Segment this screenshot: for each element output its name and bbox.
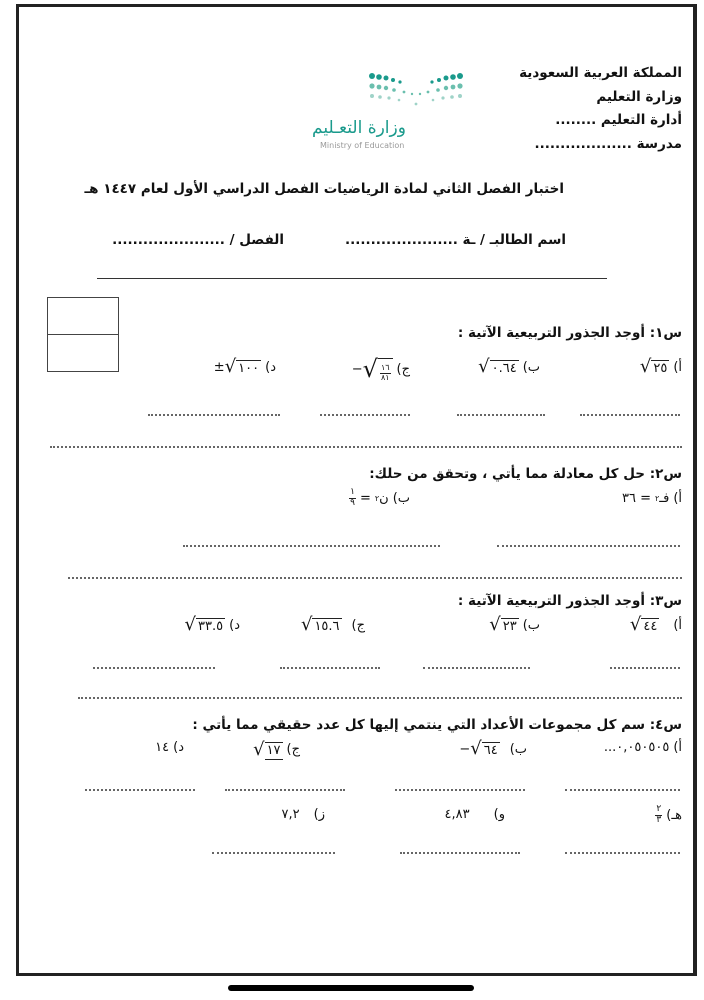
- number-value: ١٤: [155, 740, 170, 755]
- answer-line[interactable]: [457, 414, 545, 416]
- answer-line[interactable]: [580, 414, 680, 416]
- variable: فـ: [659, 491, 670, 506]
- radicand: ٤٤: [643, 619, 658, 634]
- exam-title: اختبار الفصل الثاني لمادة الرياضيات الفصل الدراسي الأول لعام ١٤٤٧ هـ: [84, 181, 564, 197]
- ministry-logo-icon: [366, 70, 466, 108]
- answer-line[interactable]: [50, 446, 682, 448]
- q4-item-b: [459, 740, 527, 759]
- q1-item-d: [214, 358, 276, 377]
- answer-line[interactable]: [280, 667, 380, 669]
- denominator: ٩: [350, 497, 355, 508]
- answer-line[interactable]: [395, 789, 525, 791]
- square-root: √ ٦٤: [470, 738, 498, 760]
- item-label: هـ): [666, 807, 682, 823]
- item-label: ب): [522, 359, 540, 375]
- q1-item-c: [352, 356, 410, 383]
- logo-arabic-text: وزارة التعـليم: [312, 118, 406, 138]
- q2-item-a: [622, 491, 682, 506]
- item-label: د): [173, 740, 184, 755]
- answer-line[interactable]: [320, 414, 410, 416]
- q4-item-a: [604, 740, 682, 755]
- variable: ن: [379, 490, 389, 506]
- item-label: ج): [351, 617, 365, 633]
- item-label: ز): [313, 807, 325, 822]
- radicand: ١٧: [266, 743, 281, 758]
- numerator: ٢: [656, 804, 662, 814]
- home-indicator[interactable]: [228, 985, 474, 991]
- answer-line[interactable]: [148, 414, 280, 416]
- header-line: مدرسة ...................: [534, 135, 682, 152]
- item-label: أ): [673, 359, 682, 375]
- radicand: ٢٥: [653, 361, 668, 376]
- answer-line[interactable]: [565, 789, 680, 791]
- item-label: ب): [522, 617, 540, 633]
- square-root: √ ٤٤: [629, 614, 658, 636]
- header-line: المملكة العربية السعودية: [519, 65, 682, 81]
- number-value: ٧,٢: [281, 807, 300, 822]
- answer-line[interactable]: [68, 577, 682, 579]
- equals: =: [359, 490, 371, 506]
- score-box: [47, 297, 119, 372]
- square-root: √ ١٧: [253, 738, 281, 760]
- q1-item-b: [478, 358, 540, 377]
- q4-item-d: [155, 740, 184, 755]
- radicand: ٢٣: [502, 619, 517, 634]
- class-field[interactable]: الفصل / ......................: [112, 232, 284, 248]
- item-label: أ): [673, 617, 682, 633]
- answer-line[interactable]: [212, 852, 335, 854]
- fraction: [380, 364, 391, 383]
- q2-item-b: [349, 488, 410, 509]
- exponent: ٢: [654, 494, 660, 503]
- answer-line[interactable]: [565, 852, 680, 854]
- logo-english-text: Ministry of Education: [320, 141, 405, 150]
- radicand: ٦٤: [483, 743, 498, 758]
- item-label: د): [265, 359, 276, 375]
- square-root: √ ٢٥: [639, 356, 668, 378]
- question-1-heading: س١: أوجد الجذور التربيعية الآتية :: [457, 325, 682, 341]
- q3-item-c: [301, 616, 365, 635]
- sign: ±: [213, 359, 225, 375]
- sign: −: [459, 741, 471, 757]
- exponent: ٢: [374, 493, 380, 503]
- answer-line[interactable]: [497, 545, 680, 547]
- square-root: √ ١٥.٦: [300, 614, 340, 636]
- item-label: ج): [286, 742, 300, 758]
- answer-line[interactable]: [400, 852, 520, 854]
- q3-item-b: [489, 616, 540, 635]
- item-label: ب): [509, 741, 527, 757]
- q1-item-a: [640, 358, 682, 377]
- answer-line[interactable]: [423, 667, 530, 669]
- student-name-field[interactable]: اسم الطالبـ / ـة ......................: [345, 232, 566, 248]
- item-label: أ): [673, 491, 682, 506]
- answer-line[interactable]: [93, 667, 215, 669]
- item-label: أ): [673, 740, 682, 755]
- divider: [97, 278, 607, 279]
- sign: −: [351, 361, 363, 377]
- header-line: أدارة التعليم ........: [555, 112, 682, 128]
- number-value: ٤,٨٣: [444, 807, 470, 822]
- question-3-heading: س٣: أوجد الجذور التربيعية الآتية :: [457, 593, 682, 609]
- square-root: √ ٣٣.٥: [184, 614, 224, 636]
- square-root: √ ٢٣: [489, 614, 517, 636]
- radicand: ٣٣.٥: [198, 619, 224, 634]
- question-2-heading: س٢: حل كل معادلة مما يأتي ، وتحقق من حلك:: [369, 466, 682, 482]
- radicand: ٠.٦٤: [491, 361, 517, 376]
- q4-item-g: [282, 807, 325, 822]
- school-header: [519, 62, 682, 156]
- q4-item-e: [655, 805, 682, 826]
- q3-item-d: [185, 616, 240, 635]
- number-value: ...٠,٠٥٠٥٠٥: [603, 740, 670, 755]
- square-root: √ ١٠٠: [224, 356, 260, 378]
- answer-line[interactable]: [225, 789, 345, 791]
- radicand: ١٥.٦: [314, 619, 340, 634]
- numerator: ١: [350, 487, 355, 497]
- equation-rhs: = ٣٦: [621, 491, 651, 506]
- q3-item-a: [630, 616, 682, 635]
- answer-line[interactable]: [85, 789, 195, 791]
- fraction: [655, 805, 662, 826]
- denominator: ٣: [656, 814, 662, 825]
- square-root: √ $\frac{١٦}{٨١}$: [363, 356, 393, 383]
- item-label: ج): [396, 361, 410, 377]
- q4-item-c: [253, 740, 300, 760]
- answer-line[interactable]: [78, 697, 682, 699]
- square-root: √ ٠.٦٤: [478, 356, 517, 378]
- answer-line[interactable]: [183, 545, 440, 547]
- q4-item-f: [445, 807, 505, 822]
- item-label: ب): [392, 490, 410, 506]
- header-line: وزارة التعليم: [596, 88, 682, 105]
- item-label: و): [493, 807, 505, 822]
- fraction: [349, 488, 356, 509]
- item-label: د): [229, 617, 240, 633]
- denominator: ٨١: [380, 372, 390, 382]
- radicand: ١٠٠: [238, 361, 260, 376]
- question-4-heading: س٤: سم كل مجموعات الأعداد التي ينتمي إليها كل عدد حقيقي مما يأتي :: [192, 717, 682, 733]
- numerator: ١٦: [380, 363, 390, 372]
- answer-line[interactable]: [610, 667, 680, 669]
